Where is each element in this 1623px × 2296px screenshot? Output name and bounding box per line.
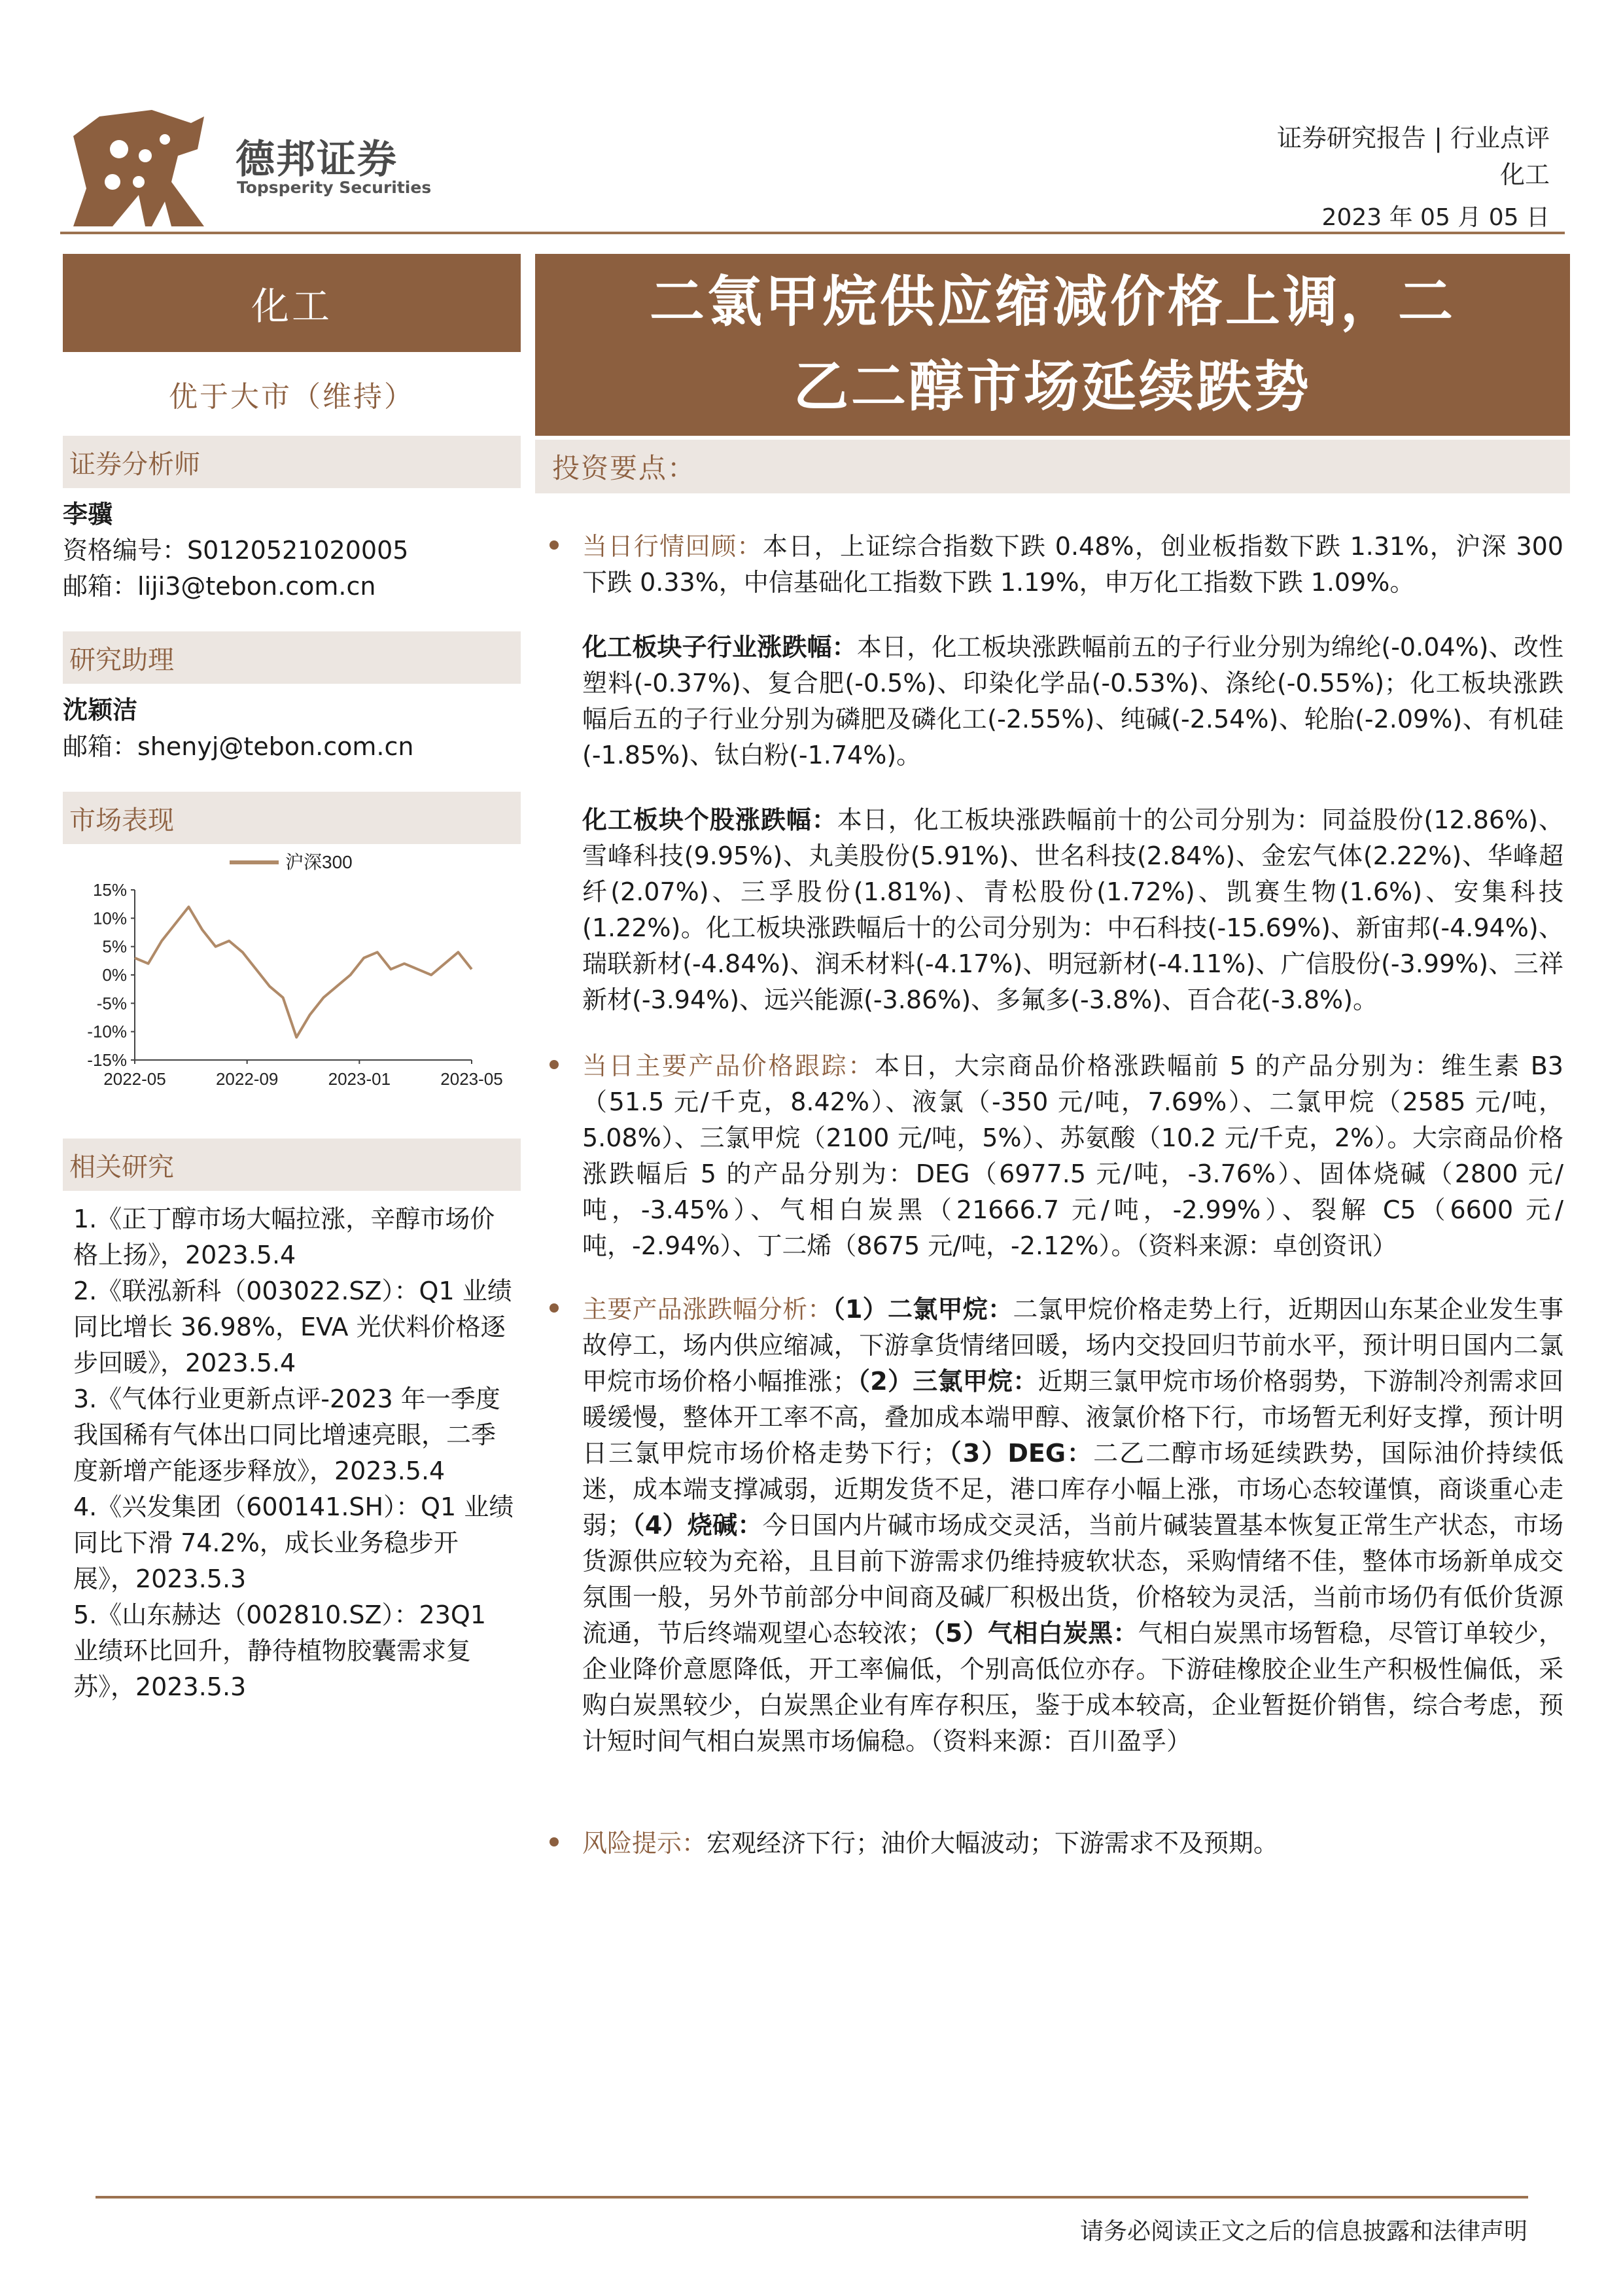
product-5-heading: （5）气相白炭黑： — [932, 1619, 1138, 1648]
brand-name-en: Topsperity Securities — [237, 178, 432, 197]
related-item[interactable]: 4.《兴发集团（600141.SH）：Q1 业绩同比下滑 74.2%，成长业务稳步开展》，2023.5.3 — [73, 1492, 514, 1593]
legend-label: 沪深300 — [285, 852, 353, 872]
product-1-text: 二氯甲烷价格走势上行，近期因山东某企业发生事故停工，场内供应缩减，下游拿货情绪回暖，场内交投回归节前水平，预计明日国内二氯甲烷市场价格小幅推涨； — [582, 1295, 1563, 1396]
subsector-paragraph — [582, 629, 1563, 773]
risk-label: 风险提示： — [582, 1829, 707, 1858]
x-tick-label: 2023-05 — [440, 1069, 503, 1089]
stocks-label: 化工板块个股涨跌幅： — [582, 805, 837, 834]
title-line-1: 二氯甲烷供应缩减价格上调，二 — [649, 270, 1456, 334]
footer-divider — [96, 2196, 1528, 2199]
analyst-email[interactable]: 邮箱：liji3@tebon.com.cn — [63, 572, 376, 601]
brand-name-cn: 德邦证券 — [236, 137, 398, 183]
product-1-heading: （1）二氯甲烷： — [832, 1295, 1013, 1324]
sector-tag: 化工 — [1499, 160, 1550, 189]
product-analysis-paragraph — [582, 1292, 1563, 1759]
price-tracking-paragraph — [582, 1048, 1563, 1264]
product-5-text: 气相白炭黑市场暂稳，尽管订单较少，企业降价意愿降低，开工率偏低，个别高低位亦存。下游硅橡胶企业生产积极性偏低，采购白炭黑较少，白炭黑企业有库存积压，鉴于成本较高，企业暂挺价销售，综合考虑，预计短时间气相白炭黑市场偏稳。（资料来源：百川盈孚） — [582, 1619, 1563, 1756]
market-chart — [63, 844, 521, 1112]
analyst-name: 李骥 — [63, 500, 113, 529]
y-tick-label: 5% — [102, 936, 127, 957]
market-review-label: 当日行情回顾： — [582, 532, 763, 561]
sector-box: 化工 — [63, 254, 521, 352]
product-2-text: 近期三氯甲烷市场价格弱势，下游制冷剂需求回暖缓慢，整体开工率不高，叠加成本端甲醇、液氯价格下行，市场暂无利好支撑，预计明日三氯甲烷市场价格走势下行； — [582, 1367, 1563, 1468]
assistant-name: 沈颖洁 — [63, 696, 138, 724]
bullet-icon — [550, 540, 559, 550]
stocks-paragraph — [582, 802, 1563, 1018]
report-type: 证券研究报告 | 行业点评 — [1277, 124, 1550, 152]
related-list — [73, 1201, 518, 1705]
y-tick-label: 10% — [92, 908, 127, 928]
analyst-cert: 资格编号：S0120521020005 — [63, 536, 409, 565]
product-analysis-label: 主要产品涨跌幅分析： — [582, 1295, 833, 1324]
bullet-icon — [550, 1303, 559, 1313]
related-item[interactable]: 5.《山东赫达（002810.SZ）：23Q1 业绩环比回升，静待植物胶囊需求复苏》，2023.5.3 — [73, 1600, 486, 1701]
y-tick-label: -5% — [96, 993, 127, 1014]
brand-logo — [73, 110, 204, 226]
footer-disclaimer[interactable]: 请务必阅读正文之后的信息披露和法律声明 — [1079, 2218, 1527, 2245]
x-tick-label: 2022-05 — [103, 1069, 166, 1089]
market-review-text: 本日，上证综合指数下跌 0.48%，创业板指数下跌 1.31%，沪深 300 下跌 0.33%，中信基础化工指数下跌 1.19%，申万化工指数下跌 1.09%。 — [582, 532, 1563, 597]
leopard-logo-icon — [73, 110, 204, 226]
y-tick-label: 0% — [102, 965, 127, 985]
related-item[interactable]: 2.《联泓新科（003022.SZ）：Q1 业绩同比增长 36.98%，EVA 光伏料价格逐步回暖》，2023.5.4 — [73, 1277, 512, 1377]
bullet-icon — [550, 1060, 559, 1069]
stocks-text: 本日，化工板块涨跌幅前十的公司分别为：同益股份(12.86%)、雪峰科技(9.95%)、丸美股份(5.91%)、世名科技(2.84%)、金宏气体(2.22%)、华峰超纤(2.07%)、三孚股份(1.81%)、青松股份(1.72%)、凯赛生物(1.6%)、安集科技(1.22%)。化工板块涨跌幅后十的公司分别为：中石科技(-15.69%)、新宙邦(-4.94%)、瑞联新材(-4.84%)、润禾材料(-4.17%)、明冠新材(-4.11%)、广信股份(-3.99%)、三祥新材(-3.94%)、远兴能源(-3.86%)、多氟多(-3.8%)、百合花(-3.8%)。 — [582, 805, 1563, 1014]
price-tracking-text: 本日，大宗商品价格涨跌幅前 5 的产品分别为：维生素 B3（51.5 元/千克，8.42%）、液氯（-350 元/吨，7.69%）、二氯甲烷（2585 元/吨，5.08%）、三氯甲烷（2100 元/吨，5%）、苏氨酸（10.2 元/千克，2%）。大宗商品价格涨跌幅后 5 的产品分别为：DEG（6977.5 元/吨，-3.76%）、固体烧碱（2800 元/吨，-3.45%）、气相白炭黑（21666.7 元/吨，-2.99%）、裂解 C5（6600 元/吨，-2.94%）、丁二烯（8675 元/吨，-2.12%）。（资料来源：卓创资讯） — [582, 1051, 1563, 1260]
y-tick-label: 15% — [92, 880, 127, 900]
related-item[interactable]: 1.《正丁醇市场大幅拉涨，辛醇市场价格上扬》，2023.5.4 — [73, 1205, 495, 1269]
risk-text: 宏观经济下行；油价大幅波动；下游需求不及预期。 — [707, 1829, 1279, 1858]
product-4-heading: （4）烧碱： — [632, 1511, 763, 1540]
x-tick-label: 2022-09 — [215, 1069, 279, 1089]
market-section-title: 市场表现 — [63, 792, 521, 844]
investment-points-title: 投资要点： — [535, 440, 1570, 493]
rating: 优于大市（维持） — [169, 380, 415, 414]
assistant-section-title: 研究助理 — [63, 631, 521, 684]
series-line-hs300 — [135, 907, 472, 1037]
subsector-text: 本日，化工板块涨跌幅前五的子行业分别为绵纶(-0.04%)、改性塑料(-0.37%)、复合肥(-0.5%)、印染化学品(-0.53%)、涤纶(-0.55%)；化工板块涨跌幅后五的子行业分别为磷肥及磷化工(-2.55%)、纯碱(-2.54%)、轮胎(-2.09%)、有机硅(-1.85%)、钛白粉(-1.74%)。 — [582, 633, 1563, 769]
report-title — [535, 254, 1570, 436]
product-3-text: 二乙二醇市场延续跌势，国际油价持续低迷，成本端支撑减弱，近期发货不足，港口库存小幅上涨，市场心态较谨慎，商谈重心走弱； — [582, 1439, 1563, 1540]
product-2-heading: （2）三氯甲烷： — [857, 1367, 1038, 1396]
y-tick-label: -10% — [87, 1021, 127, 1042]
market-chart-svg — [63, 844, 521, 1112]
y-tick-label: -15% — [87, 1050, 127, 1070]
report-date: 2023 年 05 月 05 日 — [1321, 204, 1550, 231]
price-tracking-label: 当日主要产品价格跟踪： — [582, 1051, 875, 1080]
risk-paragraph — [582, 1826, 1563, 1862]
product-4-text: 今日国内片碱市场成交灵活，当前片碱装置基本恢复正常生产状态，市场货源供应较为充裕，且目前下游需求仍维持疲软状态，采购情绪不佳，整体市场新单成交氛围一般，另外节前部分中间商及碱厂积极出货，价格较为灵活，当前市场仍有低价货源流通，节后终端观望心态较浓； — [582, 1511, 1563, 1648]
market-review-paragraph — [582, 529, 1563, 601]
product-3-heading: （3）DEG： — [947, 1439, 1094, 1468]
analyst-section-title: 证券分析师 — [63, 436, 521, 488]
subsector-label: 化工板块子行业涨跌幅： — [582, 633, 857, 662]
title-line-2: 乙二醇市场延续跌势 — [793, 355, 1312, 419]
related-section-title: 相关研究 — [63, 1139, 521, 1191]
x-tick-label: 2023-01 — [328, 1069, 391, 1089]
assistant-email[interactable]: 邮箱：shenyj@tebon.com.cn — [63, 732, 414, 761]
related-item[interactable]: 3.《气体行业更新点评-2023 年一季度我国稀有气体出口同比增速亮眼，二季度新增产能逐步释放》，2023.5.4 — [73, 1385, 500, 1485]
bullet-icon — [550, 1837, 559, 1846]
